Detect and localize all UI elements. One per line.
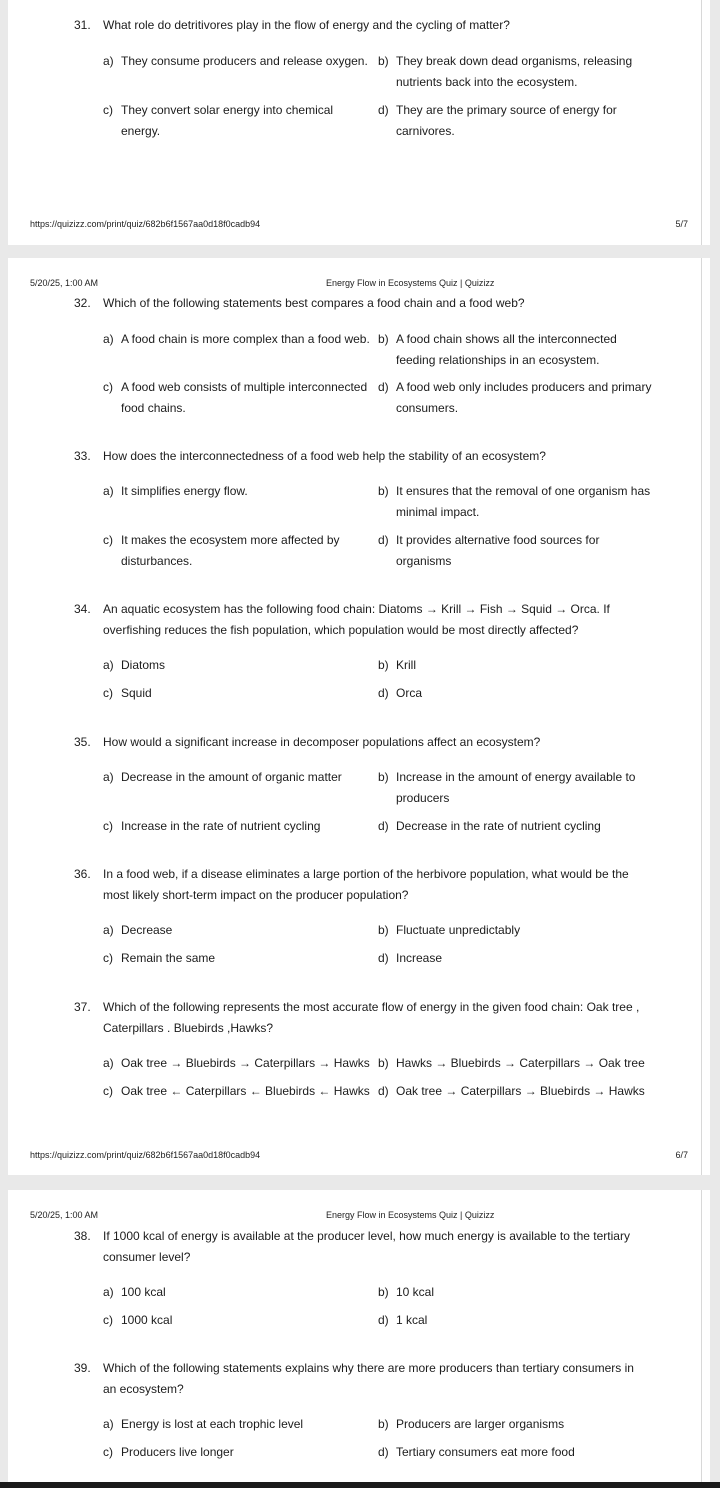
footer-url[interactable]: https://quizizz.com/print/quiz/682b6f1567aa0d18f0cadb94	[30, 219, 261, 229]
header-date: 5/20/25, 1:00 AM	[30, 1210, 99, 1220]
option-letter: b)	[378, 770, 389, 784]
option-c	[103, 683, 373, 704]
option-letter: d)	[378, 380, 389, 394]
option-text: 1 kcal	[396, 1313, 428, 1327]
option-b	[378, 1414, 653, 1435]
option-text: A food web consists of multiple interconnected food chains.	[121, 380, 368, 415]
option-a	[103, 920, 373, 941]
option-text: A food chain is more complex than a food web.	[121, 332, 370, 346]
header-date: 5/20/25, 1:00 AM	[30, 278, 99, 288]
option-c	[103, 1442, 373, 1463]
option-text: Decrease	[121, 923, 173, 937]
option-letter: a)	[103, 923, 114, 937]
option-letter: d)	[378, 951, 389, 965]
option-text: They convert solar energy into chemical energy.	[121, 103, 334, 138]
option-b	[378, 1053, 653, 1074]
option-b	[378, 1282, 653, 1303]
question-text: In a food web, if a disease eliminates a large portion of the herbivore population, what would be the most likely short-term impact on the producer population?	[103, 867, 629, 902]
option-letter: d)	[378, 1445, 389, 1459]
option-d	[378, 1081, 653, 1102]
question-number: 31.	[74, 18, 91, 32]
option-letter: c)	[103, 686, 113, 700]
option-text: 10 kcal	[396, 1285, 435, 1299]
option-text: Remain the same	[121, 951, 216, 965]
header-title: Energy Flow in Ecosystems Quiz | Quizizz	[326, 1210, 495, 1220]
option-text: Oak tree → Bluebirds → Caterpillars → Hawks	[121, 1056, 370, 1070]
question-text: What role do detritivores play in the flow of energy and the cycling of matter?	[103, 18, 510, 32]
option-letter: c)	[103, 951, 113, 965]
option-text: Increase in the rate of nutrient cycling	[121, 819, 321, 833]
option-text: Producers are larger organisms	[396, 1417, 565, 1431]
option-text: A food chain shows all the interconnected feeding relationships in an ecosystem.	[396, 332, 617, 367]
option-letter: a)	[103, 770, 114, 784]
option-letter: b)	[378, 1417, 389, 1431]
option-letter: c)	[103, 103, 113, 117]
option-text: Fluctuate unpredictably	[396, 923, 521, 937]
question-number: 33.	[74, 449, 91, 463]
option-letter: c)	[103, 533, 113, 547]
option-b	[378, 329, 653, 371]
option-d	[378, 100, 653, 142]
option-text: Increase	[396, 951, 443, 965]
option-d	[378, 530, 653, 572]
pdf-page-7	[8, 1190, 710, 1482]
option-b	[378, 655, 653, 676]
option-text: It simplifies energy flow.	[121, 484, 248, 498]
option-b	[378, 481, 653, 523]
option-text: They consume producers and release oxygen.	[121, 54, 368, 68]
page-edge	[701, 1190, 702, 1482]
option-a	[103, 51, 373, 72]
option-letter: a)	[103, 1417, 114, 1431]
option-b	[378, 51, 653, 93]
option-a	[103, 767, 373, 788]
option-text: Tertiary consumers eat more food	[396, 1445, 575, 1459]
option-a	[103, 1053, 373, 1074]
question-number: 32.	[74, 296, 91, 310]
option-letter: d)	[378, 533, 389, 547]
option-c	[103, 100, 373, 142]
option-letter: a)	[103, 484, 114, 498]
option-text: It ensures that the removal of one organism has minimal impact.	[396, 484, 651, 519]
option-a	[103, 655, 373, 676]
option-text: Increase in the amount of energy available to producers	[396, 770, 636, 805]
option-letter: d)	[378, 1084, 389, 1098]
option-letter: c)	[103, 1084, 113, 1098]
pdf-page-5	[8, 0, 710, 245]
footer-url[interactable]: https://quizizz.com/print/quiz/682b6f1567aa0d18f0cadb94	[30, 1150, 261, 1160]
bottom-edge-bar	[0, 1482, 720, 1488]
option-letter: a)	[103, 332, 114, 346]
option-letter: a)	[103, 658, 114, 672]
option-b	[378, 767, 653, 809]
option-text: They are the primary source of energy for carnivores.	[396, 103, 617, 138]
option-c	[103, 1081, 373, 1102]
option-text: Decrease in the rate of nutrient cycling	[396, 819, 601, 833]
option-letter: d)	[378, 1313, 389, 1327]
question-text: Which of the following represents the most accurate flow of energy in the given food chain: Oak tree , Caterpillars . Bluebirds ,Hawks?	[103, 1000, 640, 1035]
option-letter: a)	[103, 1285, 114, 1299]
option-letter: a)	[103, 54, 114, 68]
option-d	[378, 1310, 653, 1331]
option-a	[103, 1414, 373, 1435]
option-a	[103, 481, 373, 502]
option-letter: b)	[378, 658, 389, 672]
option-text: Producers live longer	[121, 1445, 234, 1459]
option-c	[103, 816, 373, 837]
option-text: Krill	[396, 658, 416, 672]
option-c	[103, 1310, 373, 1331]
option-letter: b)	[378, 1285, 389, 1299]
option-letter: b)	[378, 332, 389, 346]
question-number: 35.	[74, 735, 91, 749]
question-text: Which of the following statements explains why there are more producers than tertiary consumers in an ecosystem?	[103, 1361, 634, 1396]
option-d	[378, 948, 653, 969]
option-letter: b)	[378, 484, 389, 498]
question-text: How would a significant increase in decomposer populations affect an ecosystem?	[103, 735, 541, 749]
option-text: It makes the ecosystem more affected by disturbances.	[121, 533, 340, 568]
option-text: 1000 kcal	[121, 1313, 173, 1327]
header-title: Energy Flow in Ecosystems Quiz | Quizizz	[326, 278, 495, 288]
option-text: Decrease in the amount of organic matter	[121, 770, 342, 784]
option-text: They break down dead organisms, releasing nutrients back into the ecosystem.	[396, 54, 633, 89]
option-letter: d)	[378, 686, 389, 700]
question-number: 38.	[74, 1229, 91, 1243]
question-text: An aquatic ecosystem has the following food chain: Diatoms → Krill → Fish → Squid → Orca. If overfishing reduces the fish population, which population would be most directly affected?	[103, 602, 610, 637]
question-text: If 1000 kcal of energy is available at the producer level, how much energy is available to the tertiary consumer level?	[103, 1229, 630, 1264]
option-text: Squid	[121, 686, 152, 700]
option-c	[103, 530, 373, 572]
option-text: It provides alternative food sources for organisms	[396, 533, 600, 568]
option-c	[103, 948, 373, 969]
option-letter: c)	[103, 380, 113, 394]
option-text: Oak tree → Caterpillars → Bluebirds → Hawks	[396, 1084, 645, 1098]
option-letter: a)	[103, 1056, 114, 1070]
page-edge	[701, 0, 702, 245]
option-a	[103, 1282, 373, 1303]
question-number: 37.	[74, 1000, 91, 1014]
option-text: Energy is lost at each trophic level	[121, 1417, 304, 1431]
page-number: 6/7	[675, 1150, 688, 1160]
option-text: Oak tree ← Caterpillars ← Bluebirds ← Hawks	[121, 1084, 370, 1098]
option-letter: c)	[103, 1445, 113, 1459]
option-text: Hawks → Bluebirds → Caterpillars → Oak tree	[396, 1056, 645, 1070]
option-letter: b)	[378, 1056, 389, 1070]
option-letter: b)	[378, 923, 389, 937]
question-number: 36.	[74, 867, 91, 881]
option-text: 100 kcal	[121, 1285, 166, 1299]
option-letter: b)	[378, 54, 389, 68]
option-text: A food web only includes producers and primary consumers.	[396, 380, 652, 415]
question-number: 39.	[74, 1361, 91, 1375]
page-edge	[701, 258, 702, 1175]
option-letter: c)	[103, 1313, 113, 1327]
option-letter: d)	[378, 819, 389, 833]
question-text: Which of the following statements best compares a food chain and a food web?	[103, 296, 525, 310]
option-d	[378, 1442, 653, 1463]
option-b	[378, 920, 653, 941]
option-letter: c)	[103, 819, 113, 833]
option-d	[378, 816, 653, 837]
option-letter: d)	[378, 103, 389, 117]
question-text: How does the interconnectedness of a food web help the stability of an ecosystem?	[103, 449, 546, 463]
page-number: 5/7	[675, 219, 688, 229]
option-text: Diatoms	[121, 658, 166, 672]
option-d	[378, 683, 653, 704]
question-number: 34.	[74, 602, 91, 616]
option-text: Orca	[396, 686, 423, 700]
option-c	[103, 377, 373, 419]
pdf-page-6	[8, 258, 710, 1175]
option-a	[103, 329, 373, 350]
option-d	[378, 377, 653, 419]
